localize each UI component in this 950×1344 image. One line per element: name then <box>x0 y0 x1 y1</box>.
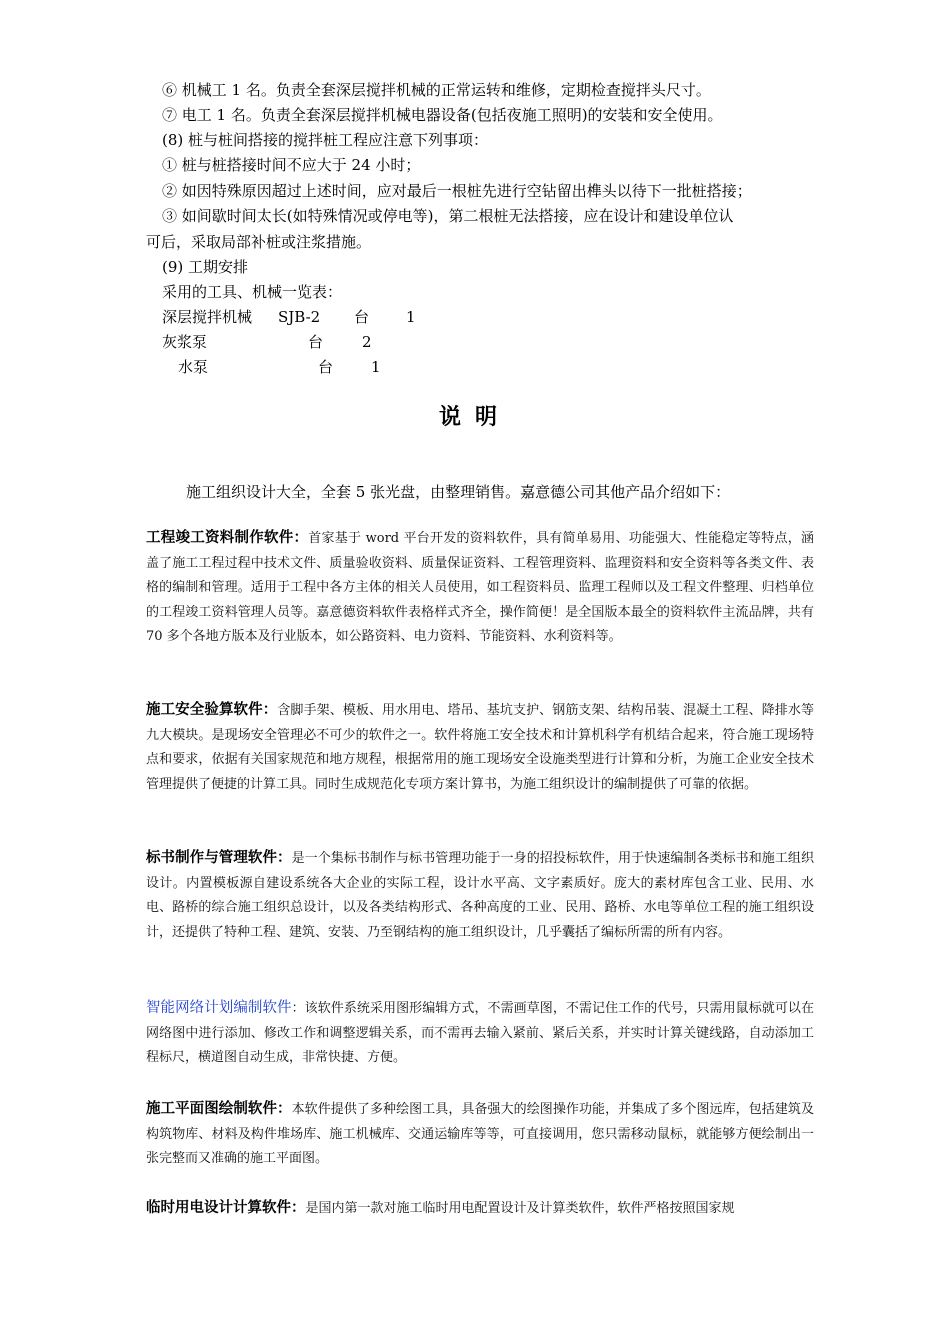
product-heading: 标书制作与管理软件： <box>146 850 292 866</box>
product-description: 含脚手架、模板、用水用电、塔吊、基坑支护、钢筋支架、结构吊装、混凝土工程、降排水等九大模块。是现场安全管理必不可少的软件之一。软件将施工安全技术和计算机科学有机结合起来，符合施工现场特点和要求，依据有关国家规范和地方规程，根据常用的施工现场安全设施类型进行计算和分析，为施工企业安全技术管理提供了便捷的计算工具。同时生成规范化专项方案计算书，为施工组织设计的编制提供了可靠的依据。 <box>146 703 814 792</box>
product-section <box>146 1196 814 1222</box>
product-section <box>146 526 814 650</box>
product-description: 本软件提供了多种绘图工具，具备强大的绘图操作功能，并集成了多个图远库，包括建筑及构筑物库、材料及构件堆场库、施工机械库、交通运输库等等，可直接调用，您只需移动鼠标，就能够方便绘制出一张完整而又准确的施工平面图。 <box>146 1102 814 1166</box>
product-description: ：该软件系统采用图形编辑方式，不需画草图，不需记住工作的代号，只需用鼠标就可以在网络图中进行添加、修改工作和调整逻辑关系，而不需再去输入紧前、紧后关系，并实时计算关键线路，自动添加工程标尺，横道图自动生成，非常快捷、方便。 <box>146 1001 814 1065</box>
product-description: 首家基于 word 平台开发的资料软件，具有简单易用、功能强大、性能稳定等特点，涵盖了施工工程过程中技术文件、质量验收资料、质量保证资料、工程管理资料、监理资料和安全资料等各类文件、表格的编制和管理。适用于工程中各方主体的相关人员使用，如工程资料员、监理工程师以及工程文件整理、归档单位的工程竣工资料管理人员等。嘉意德资料软件表格样式齐全，操作简便！是全国版本最全的资料软件主流品牌，共有 70 多个各地方版本及行业版本，如公路资料、电力资料、节能资料、水利资料等。 <box>146 531 814 644</box>
product-section <box>146 846 814 945</box>
equipment-unit: 台 <box>354 308 370 326</box>
text-line-7: ⑦ 电工 1 名。负责全套深层搅拌机械电器设备(包括夜施工照明)的安装和安全使用。 <box>162 106 723 124</box>
equipment-model: SJB-2 <box>278 308 321 326</box>
product-section <box>146 698 814 797</box>
text-line-item-1: ① 桩与桩搭接时间不应大于 24 小时； <box>162 156 421 174</box>
product-heading: 智能网络计划编制软件 <box>146 1000 292 1016</box>
product-section <box>146 1097 814 1172</box>
equipment-name: 灰浆泵 <box>162 333 208 351</box>
product-heading: 施工平面图绘制软件： <box>146 1101 292 1117</box>
product-heading: 施工安全验算软件： <box>146 702 278 718</box>
text-line-item-3-cont: 可后，采取局部补桩或注浆措施。 <box>146 233 372 251</box>
text-line-8: (8) 桩与桩间搭接的搅拌桩工程应注意下列事项： <box>162 131 489 149</box>
equipment-qty: 1 <box>371 358 381 376</box>
text-line-9: (9) 工期安排 <box>162 258 249 276</box>
equipment-unit: 台 <box>308 333 324 351</box>
product-heading: 临时用电设计计算软件： <box>146 1200 306 1216</box>
equipment-unit: 台 <box>318 358 334 376</box>
text-line-equipment-intro: 采用的工具、机械一览表： <box>162 283 343 301</box>
equipment-name: 水泵 <box>178 358 209 376</box>
product-heading: 工程竣工资料制作软件： <box>146 530 309 546</box>
text-line-item-2: ② 如因特殊原因超过上述时间，应对最后一根桩先进行空钻留出榫头以待下一批桩搭接； <box>162 182 752 200</box>
equipment-qty: 1 <box>406 308 416 326</box>
text-line-item-3: ③ 如间歇时间太长(如特殊情况或停电等)，第二根桩无法搭接，应在设计和建设单位认 <box>162 207 734 225</box>
product-description: 是一个集标书制作与标书管理功能于一身的招投标软件，用于快速编制各类标书和施工组织设计。内置模板源自建设系统各大企业的实际工程，设计水平高、文字素质好。庞大的素材库包含工业、民用、水电、路桥的综合施工组织总设计，以及各类结构形式、各种高度的工业、民用、路桥、水电等单位工程的施工组织设计，还提供了特种工程、建筑、安装、乃至钢结构的施工组织设计，几乎囊括了编标所需的所有内容。 <box>146 851 814 940</box>
equipment-name: 深层搅拌机械 <box>162 308 253 326</box>
product-description: 是国内第一款对施工临时用电配置设计及计算类软件，软件严格按照国家规 <box>305 1201 735 1216</box>
page-title: 说明 <box>438 404 511 430</box>
product-section <box>146 996 814 1071</box>
text-line-6: ⑥ 机械工 1 名。负责全套深层搅拌机械的正常运转和维修，定期检查搅拌头尺寸。 <box>162 81 711 99</box>
intro-paragraph: 施工组织设计大全，全套 5 张光盘，由整理销售。嘉意德公司其他产品介绍如下： <box>186 483 731 501</box>
equipment-qty: 2 <box>362 333 372 351</box>
